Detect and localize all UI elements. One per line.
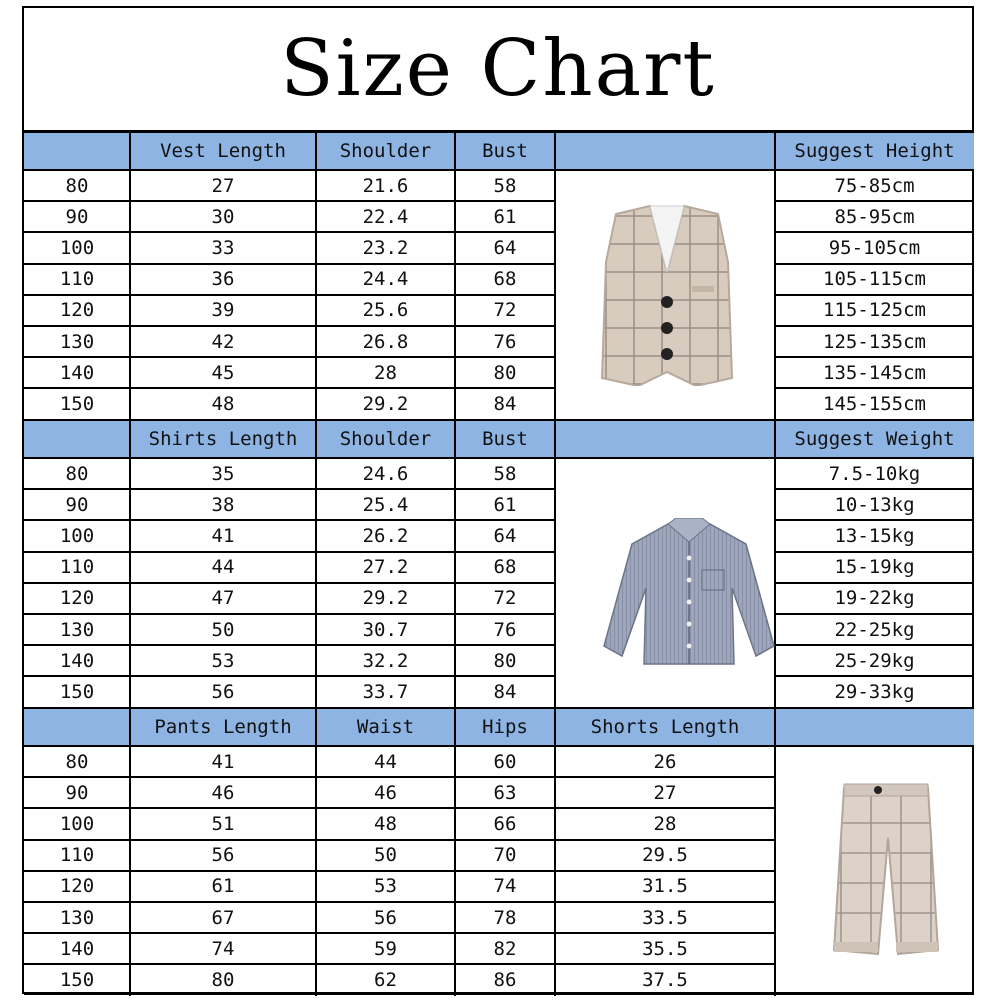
table-cell: 28 bbox=[653, 812, 677, 835]
table-cell: 44 bbox=[374, 750, 397, 773]
table-cell: 64 bbox=[493, 524, 517, 547]
grid-line bbox=[24, 993, 974, 995]
grid-line bbox=[775, 613, 974, 615]
table-cell: 23.2 bbox=[362, 236, 409, 259]
table-cell: 76 bbox=[493, 330, 517, 353]
table-cell: 150 bbox=[59, 680, 95, 703]
table-cell: 45 bbox=[211, 361, 235, 384]
table-cell: 56 bbox=[211, 680, 235, 703]
table-cell: 82 bbox=[493, 937, 517, 960]
table-cell: 110 bbox=[59, 268, 95, 291]
grid-line bbox=[775, 231, 974, 233]
table-cell: 31.5 bbox=[642, 875, 688, 898]
table-cell: 74 bbox=[211, 937, 235, 960]
column-header bbox=[24, 132, 130, 170]
table-cell: 46 bbox=[374, 781, 397, 804]
table-cell: 84 bbox=[493, 392, 517, 415]
table-cell: 72 bbox=[493, 587, 517, 610]
grid-line bbox=[24, 169, 974, 171]
table-cell: 80 bbox=[211, 968, 235, 991]
column-header: Suggest Weight bbox=[775, 420, 974, 458]
table-cell: 38 bbox=[211, 493, 235, 516]
table-cell: 58 bbox=[493, 462, 517, 485]
table-cell: 53 bbox=[374, 875, 397, 898]
grid-line bbox=[454, 708, 456, 996]
table-cell: 58 bbox=[493, 174, 517, 197]
table-cell: 42 bbox=[211, 330, 235, 353]
table-cell: 90 bbox=[65, 205, 89, 228]
grid-line bbox=[775, 644, 974, 646]
column-header: Bust bbox=[455, 420, 555, 458]
grid-line bbox=[24, 457, 974, 459]
table-cell: 61 bbox=[493, 493, 517, 516]
table-cell: 80 bbox=[65, 750, 89, 773]
table-cell: 25.4 bbox=[362, 493, 409, 516]
table-cell: 33 bbox=[211, 236, 235, 259]
table-cell: 15-19kg bbox=[834, 556, 915, 579]
table-cell: 110 bbox=[59, 556, 95, 579]
table-cell: 100 bbox=[59, 524, 95, 547]
grid-line bbox=[775, 294, 974, 296]
table-cell: 35 bbox=[211, 462, 235, 485]
grid-line bbox=[315, 708, 317, 996]
grid-line bbox=[775, 582, 974, 584]
table-cell: 140 bbox=[59, 937, 95, 960]
table-cell: 26.8 bbox=[362, 330, 409, 353]
table-cell: 33.7 bbox=[362, 680, 409, 703]
grid-line bbox=[775, 263, 974, 265]
grid-line bbox=[554, 420, 556, 708]
table-cell: 24.6 bbox=[362, 462, 409, 485]
table-cell: 80 bbox=[65, 462, 89, 485]
table-cell: 29.2 bbox=[362, 392, 409, 415]
table-cell: 41 bbox=[211, 750, 235, 773]
page-title: Size Chart bbox=[24, 8, 972, 132]
grid-line bbox=[775, 356, 974, 358]
table-cell: 80 bbox=[493, 361, 517, 384]
table-cell: 44 bbox=[211, 556, 235, 579]
table-cell: 90 bbox=[65, 781, 89, 804]
grid-line bbox=[554, 708, 556, 996]
grid-line bbox=[24, 325, 555, 327]
table-cell: 75-85cm bbox=[834, 174, 915, 197]
column-header bbox=[24, 420, 130, 458]
shirt-illustration bbox=[598, 518, 780, 666]
grid-line bbox=[129, 132, 131, 420]
grid-line bbox=[775, 200, 974, 202]
table-cell: 25.6 bbox=[362, 299, 409, 322]
grid-line bbox=[24, 901, 775, 903]
column-header: Waist bbox=[316, 708, 455, 746]
table-cell: 27 bbox=[653, 781, 677, 804]
grid-line bbox=[775, 325, 974, 327]
table-cell: 29.5 bbox=[642, 844, 688, 867]
column-header: Shoulder bbox=[316, 132, 455, 170]
grid-line bbox=[24, 519, 555, 521]
grid-line bbox=[24, 263, 555, 265]
grid-line bbox=[315, 132, 317, 420]
table-cell: 37.5 bbox=[642, 968, 688, 991]
table-cell: 50 bbox=[211, 618, 235, 641]
column-header: Suggest Height bbox=[775, 132, 974, 170]
grid-line bbox=[775, 387, 974, 389]
column-header: Vest Length bbox=[130, 132, 316, 170]
grid-line bbox=[315, 420, 317, 708]
table-cell: 26 bbox=[653, 750, 677, 773]
table-cell: 76 bbox=[493, 618, 517, 641]
table-cell: 85-95cm bbox=[834, 205, 915, 228]
table-cell: 26.2 bbox=[362, 524, 409, 547]
grid-line bbox=[24, 675, 555, 677]
grid-line bbox=[24, 644, 555, 646]
grid-line bbox=[24, 200, 555, 202]
table-cell: 95-105cm bbox=[828, 236, 921, 259]
grid-line bbox=[24, 131, 974, 133]
column-header: Shorts Length bbox=[555, 708, 775, 746]
table-cell: 140 bbox=[59, 649, 95, 672]
table-cell: 30 bbox=[211, 205, 235, 228]
table-cell: 130 bbox=[59, 330, 95, 353]
table-cell: 33.5 bbox=[642, 906, 688, 929]
column-header bbox=[24, 708, 130, 746]
table-cell: 84 bbox=[493, 680, 517, 703]
vest-illustration bbox=[592, 202, 742, 386]
column-header: Bust bbox=[455, 132, 555, 170]
table-cell: 105-115cm bbox=[823, 268, 926, 291]
table-cell: 25-29kg bbox=[834, 649, 915, 672]
column-header bbox=[555, 420, 775, 458]
table-cell: 68 bbox=[493, 268, 517, 291]
table-cell: 61 bbox=[211, 875, 235, 898]
table-cell: 22-25kg bbox=[834, 618, 915, 641]
grid-line bbox=[774, 708, 776, 996]
grid-line bbox=[775, 675, 974, 677]
table-cell: 135-145cm bbox=[823, 361, 926, 384]
grid-line bbox=[24, 582, 555, 584]
grid-line bbox=[24, 807, 775, 809]
table-cell: 51 bbox=[211, 812, 235, 835]
column-header bbox=[775, 708, 974, 746]
size-chart-sheet bbox=[22, 6, 974, 994]
table-cell: 10-13kg bbox=[834, 493, 915, 516]
table-cell: 41 bbox=[211, 524, 235, 547]
table-cell: 150 bbox=[59, 392, 95, 415]
table-cell: 150 bbox=[59, 968, 95, 991]
table-cell: 48 bbox=[374, 812, 397, 835]
table-cell: 100 bbox=[59, 812, 95, 835]
grid-line bbox=[454, 420, 456, 708]
table-cell: 46 bbox=[211, 781, 235, 804]
table-cell: 28 bbox=[374, 361, 397, 384]
table-cell: 19-22kg bbox=[834, 587, 915, 610]
grid-line bbox=[24, 231, 555, 233]
grid-line bbox=[24, 488, 555, 490]
table-cell: 53 bbox=[211, 649, 235, 672]
column-header: Pants Length bbox=[130, 708, 316, 746]
table-cell: 61 bbox=[493, 205, 517, 228]
table-cell: 72 bbox=[493, 299, 517, 322]
grid-line bbox=[129, 420, 131, 708]
table-cell: 145-155cm bbox=[823, 392, 926, 415]
grid-line bbox=[24, 776, 775, 778]
table-cell: 140 bbox=[59, 361, 95, 384]
grid-line bbox=[24, 356, 555, 358]
table-cell: 120 bbox=[59, 299, 95, 322]
table-cell: 29-33kg bbox=[834, 680, 915, 703]
grid-line bbox=[24, 707, 974, 709]
column-header bbox=[555, 132, 775, 170]
pants-illustration bbox=[826, 778, 946, 958]
table-cell: 27.2 bbox=[362, 556, 409, 579]
table-cell: 70 bbox=[493, 844, 517, 867]
table-cell: 110 bbox=[59, 844, 95, 867]
table-cell: 48 bbox=[211, 392, 235, 415]
grid-line bbox=[24, 870, 775, 872]
table-cell: 62 bbox=[374, 968, 397, 991]
grid-line bbox=[24, 613, 555, 615]
table-cell: 115-125cm bbox=[823, 299, 926, 322]
table-cell: 30.7 bbox=[362, 618, 409, 641]
grid-line bbox=[129, 708, 131, 996]
column-header: Shirts Length bbox=[130, 420, 316, 458]
table-cell: 78 bbox=[493, 906, 517, 929]
table-cell: 29.2 bbox=[362, 587, 409, 610]
table-cell: 56 bbox=[211, 844, 235, 867]
grid-line bbox=[24, 419, 974, 421]
grid-line bbox=[24, 551, 555, 553]
table-cell: 130 bbox=[59, 906, 95, 929]
table-cell: 86 bbox=[493, 968, 517, 991]
table-cell: 13-15kg bbox=[834, 524, 915, 547]
table-cell: 125-135cm bbox=[823, 330, 926, 353]
table-cell: 120 bbox=[59, 875, 95, 898]
table-cell: 47 bbox=[211, 587, 235, 610]
table-cell: 74 bbox=[493, 875, 517, 898]
grid-line bbox=[24, 932, 775, 934]
table-cell: 24.4 bbox=[362, 268, 409, 291]
table-cell: 22.4 bbox=[362, 205, 409, 228]
table-cell: 7.5-10kg bbox=[828, 462, 921, 485]
table-cell: 59 bbox=[374, 937, 397, 960]
grid-line bbox=[775, 519, 974, 521]
grid-line bbox=[24, 745, 974, 747]
table-cell: 120 bbox=[59, 587, 95, 610]
table-cell: 36 bbox=[211, 268, 235, 291]
table-cell: 67 bbox=[211, 906, 235, 929]
table-cell: 63 bbox=[493, 781, 517, 804]
table-cell: 64 bbox=[493, 236, 517, 259]
grid-line bbox=[554, 132, 556, 420]
table-cell: 60 bbox=[493, 750, 517, 773]
table-cell: 68 bbox=[493, 556, 517, 579]
table-cell: 21.6 bbox=[362, 174, 409, 197]
table-cell: 66 bbox=[493, 812, 517, 835]
table-cell: 90 bbox=[65, 493, 89, 516]
table-cell: 32.2 bbox=[362, 649, 409, 672]
table-cell: 100 bbox=[59, 236, 95, 259]
grid-line bbox=[775, 551, 974, 553]
table-cell: 80 bbox=[65, 174, 89, 197]
grid-line bbox=[24, 294, 555, 296]
column-header: Shoulder bbox=[316, 420, 455, 458]
grid-line bbox=[454, 132, 456, 420]
grid-line bbox=[24, 839, 775, 841]
grid-line bbox=[24, 963, 775, 965]
table-cell: 56 bbox=[374, 906, 397, 929]
grid-line bbox=[24, 387, 555, 389]
table-cell: 80 bbox=[493, 649, 517, 672]
table-cell: 50 bbox=[374, 844, 397, 867]
table-cell: 27 bbox=[211, 174, 235, 197]
grid-line bbox=[774, 132, 776, 420]
table-cell: 130 bbox=[59, 618, 95, 641]
grid-line bbox=[775, 488, 974, 490]
table-cell: 35.5 bbox=[642, 937, 688, 960]
table-cell: 39 bbox=[211, 299, 235, 322]
column-header: Hips bbox=[455, 708, 555, 746]
